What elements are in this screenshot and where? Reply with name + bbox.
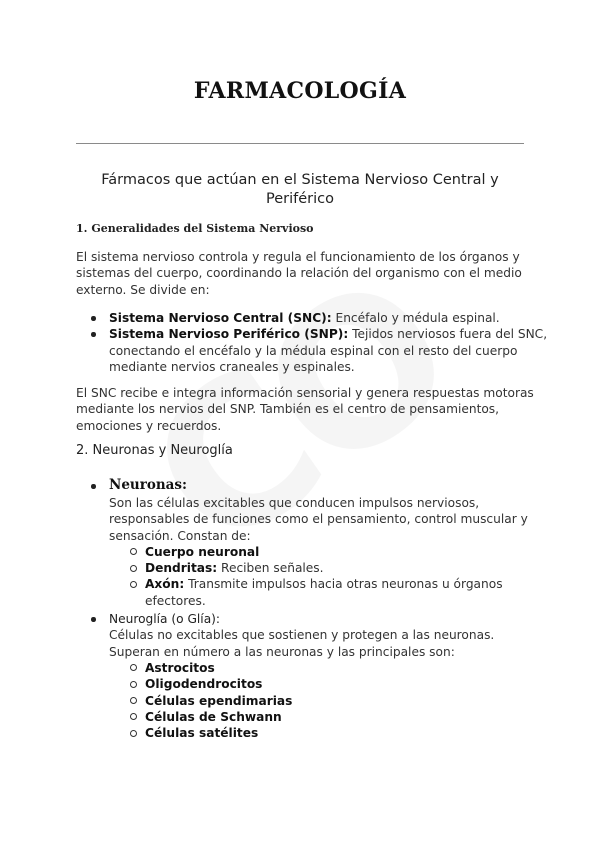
- neuronas-item: [109, 476, 549, 609]
- neuroglia-description: Células no excitables que sostienen y protegen a las neuronas. Superan en número a las neuronas y las principales son:: [109, 628, 495, 659]
- neuron-part: [145, 576, 549, 609]
- neuronas-description: Son las células excitables que conducen impulsos nerviosos, responsables de funciones como el pensamiento, control muscular y sensación. Constan de:: [109, 496, 528, 543]
- glial-cell-name: Células de Schwann: [145, 709, 282, 724]
- glial-cells-list: [109, 660, 549, 741]
- neuron-part-term: Dendritas:: [145, 561, 218, 576]
- glial-cell-name: Oligodendrocitos: [145, 677, 263, 692]
- glial-cell: [145, 725, 549, 741]
- neuron-part: [145, 560, 549, 576]
- neuron-part-term: Axón:: [145, 577, 185, 592]
- glial-cell: [145, 660, 549, 676]
- division-snc-term: Sistema Nervioso Central (SNC):: [109, 311, 332, 325]
- cell-types-list: [76, 476, 549, 743]
- neuron-part-text: Reciben señales.: [217, 561, 324, 576]
- division-snc: [109, 310, 569, 326]
- document-subtitle: Fármacos que actúan en el Sistema Nervioso Central y Periférico: [101, 172, 499, 207]
- neuron-part-text: Transmite impulsos hacia otras neuronas u órganos efectores.: [145, 577, 503, 608]
- neuron-part: [145, 544, 549, 560]
- glial-cell: [145, 693, 549, 709]
- glial-cell-name: Astrocitos: [145, 660, 215, 675]
- division-snp-text: Tejidos nerviosos fuera del SNC, conectando el encéfalo y la médula espinal con el resto del cuerpo mediante nervios craneales y espinales.: [109, 327, 548, 374]
- nervous-system-divisions-list: [76, 310, 569, 375]
- division-snc-text: Encéfalo y médula espinal.: [331, 311, 500, 325]
- glial-cell: [145, 709, 549, 725]
- glial-cell: [145, 676, 549, 692]
- neuronas-title: Neuronas:: [109, 477, 188, 493]
- section1-intro: El sistema nervioso controla y regula el funcionamiento de los órganos y sistemas del cuerpo, coordinando la relación del organismo con el medio externo. Se divide en:: [76, 250, 522, 297]
- neuron-part-term: Cuerpo neuronal: [145, 544, 260, 559]
- title-divider: [76, 143, 524, 144]
- snc-paragraph: El SNC recibe e integra información sensorial y genera respuestas motoras mediante los nervios del SNP. También es el centro de pensamientos, emociones y recuerdos.: [76, 386, 534, 433]
- neuroglia-title: Neuroglía (o Glía):: [109, 612, 221, 627]
- glial-cell-name: Células satélites: [145, 726, 259, 741]
- document-title: FARMACOLOGÍA: [193, 78, 407, 104]
- glial-cell-name: Células ependimarias: [145, 693, 293, 708]
- division-snp: [109, 326, 569, 375]
- section2-heading: 2. Neuronas y Neuroglía: [76, 443, 233, 458]
- division-snp-term: Sistema Nervioso Periférico (SNP):: [109, 327, 349, 342]
- neuroglia-item: [109, 611, 549, 741]
- neuron-parts-list: [109, 544, 549, 609]
- section1-heading: 1. Generalidades del Sistema Nervioso: [76, 222, 314, 235]
